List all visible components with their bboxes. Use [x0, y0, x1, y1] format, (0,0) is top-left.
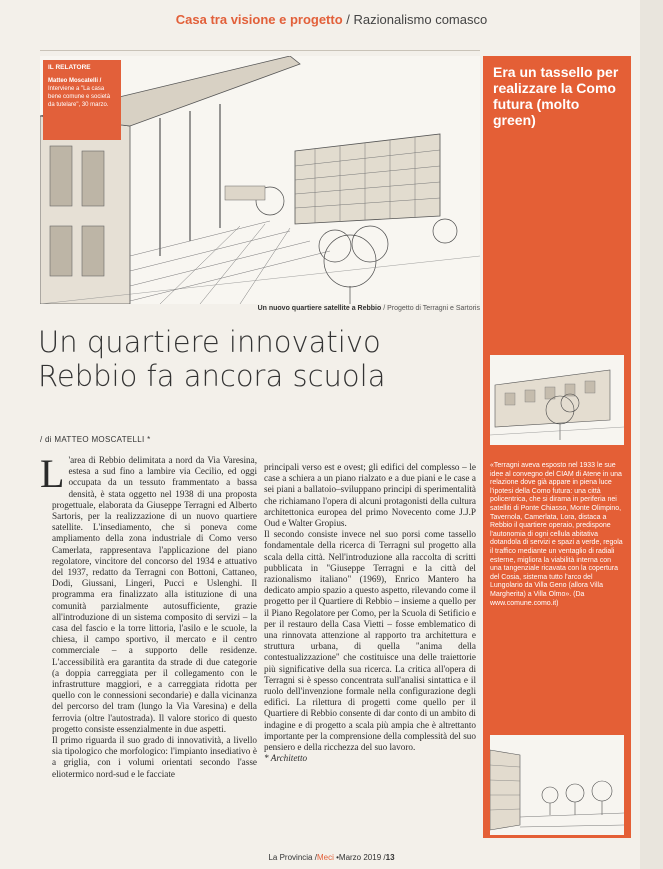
article-column-1 [40, 451, 257, 780]
article-paragraph-text: 'area di Rebbio delimitata a nord da Via Varesina, estesa a sud fino a lambire via Cecilio, ed oggi occupata da un tessuto frammentato a bassa densità, è stata oggetto nel 1938 di una proposta progettuale, elaborata da Giuseppe Terragni ed Alberto Sartoris, per la realizzazione di un nuovo quartiere satellite. L'insediamento, che si poneva come ampliamento della zona industriale di Como verso Camerlata, rappresentava l'applicazione del piano regolatore, vincitore del concorso del 1934 e attuativo del 1937, redatto da Terragni con Bottoni, Cattaneo, Dodi, Giussani, Lingeri, Pucci e Uslenghi. Il programma era finalizzato alla istituzione di una comunità parzialmente autosufficiente, grazie all'introduzione di un sistema composito di servizi – la casa del fascio e la torre littoria, l'asilo e le scuole, la chiesa, il campo sportivo, il mercato e il centro commerciale – a supporto delle residenze. L'accessibilità era garantita da strade di due categorie (a doppia carreggiata per il collegamento con le infrastrutture maggiori, e a carreggiata ridotta per quello con le connessioni secondarie) e dalla vicinanza del percorso del tram (lungo la Via Varesina) e della ferrovia (oltre l'autostrada). Il valore storico di questo progetto consiste essenzialmente in due aspetti. [52, 455, 257, 734]
footer-bullet: • [336, 853, 339, 862]
headline [38, 325, 488, 393]
newspaper-name: La Provincia [268, 853, 313, 862]
sidebar-quote: «Terragni aveva esposto nel 1933 le sue idee al convegno del CIAM di Atene in una relazione dove già appare in piena luce l'ipotesi della Como futura: una città policentrica, che si dirama in periferia nei satelliti di Ponte Chiasso, Monte Olimpino, Tavernola, Camerlata, Lora, distaca a Rebbio il quartiere operaio, predispone l'autonomia di ogni cellula abitativa dotandola di servizi e spazi a verde, regola il traffico mediante un ventaglio di radiali esterne, migliora la viabilità interna con una tangenziale ricavata con la copertura del Cosia, sistema tutto l'arco del Lungolario da Villa Geno (allora Villa Margherita) a Villa Olmo». (Da www.comune.como.it) [490, 462, 623, 607]
section-name: Casa tra visione e progetto [175, 12, 343, 27]
article-paragraph: principali verso est e ovest; gli edifici del complesso – le case a schiera a un piano rialzato e a due piani e le case a sei piani a ballatoio–sviluppano principi di sperimentalità che richiamano l'opera di alcuni protagonisti della cultura architettonica europea del primo Novecento come J.J.P Oud e Walter Gropius. [264, 462, 476, 529]
speaker-name: Matteo Moscatelli / [48, 78, 102, 84]
subsection-name: Razionalismo comasco [353, 12, 488, 27]
speaker-info: Interviene a "La casa bene comune e società da tutelare", 30 marzo. [48, 86, 111, 108]
speaker-box-title: IL RELATORE [48, 64, 91, 71]
sidebar-illustration-2 [490, 735, 624, 835]
headline-line-1: Un quartiere innovativo [38, 325, 381, 359]
footer-sep-2: / [383, 853, 386, 862]
article-column-2 [264, 462, 476, 764]
rowhouses-sketch [490, 355, 624, 445]
page-footer [0, 853, 663, 862]
dropcap: L [40, 451, 65, 496]
sidebar-box [483, 56, 631, 838]
byline: / di MATTEO MOSCATELLI * [40, 435, 151, 444]
sidebar-illustration-1 [490, 355, 624, 445]
main-caption [168, 305, 480, 312]
issue-date: Marzo 2019 [338, 853, 382, 862]
section-header [0, 12, 663, 27]
article-paragraph [40, 451, 257, 735]
speaker-box [43, 60, 121, 140]
main-caption-title: Un nuovo quartiere satellite a Rebbio [257, 305, 382, 312]
article-paragraph: Il secondo consiste invece nel suo porsi come tassello fondamentale della ricerca di Terragni sul progetto alla scala della città. Nell'introduzione alla raccolta di scritti pubblicata in "Giuseppe Terragni e la città del razionalismo italiano" (1969), Enrico Mantero ha dedicato ampio spazio a questo aspetto, rilevando come il progetto per il Quartiere di Rebbio – insieme a quello per il Piano Regolatore per Como, per la Scuola di Setificio e per il restauro della Casa Vietti – fosse emblematico di una rinnovata attenzione al rapporto tra architettura e struttura urbana, di quella "anima della contestualizzazione" che costituisce una delle traiettorie più significative della sua ricerca. La critica all'opera di Terragni si è spesso concentrata sull'analisi sintattica e il ruolo dell'invenzione formale nella configurazione degli edifici. La rilettura di progetti come quello per il Quartiere di Rebbio consente di dar conto di un ambito di indagine e di progetto a scala più ampia che è altrettanto importante per la comprensione della complessità del suo pensiero e della ricchezza del suo lavoro. [264, 529, 477, 753]
author-note: * Architetto [264, 753, 308, 764]
page-number: 13 [385, 853, 395, 862]
main-caption-credit: / Progetto di Terragni e Sartoris [383, 305, 480, 312]
page-edge [640, 0, 663, 869]
article-paragraph: Il primo riguarda il suo grado di innovatività, a livello sia tipologico che morfologico: l'impianto insediativo è a griglia, con i volumi orientati secondo l'asse eliotermico nord-sud e le facciate [52, 735, 257, 779]
supplement-name: Meci [316, 853, 334, 862]
footer-sep-1: / [314, 853, 317, 862]
section-separator: / [346, 12, 350, 27]
headline-line-2: Rebbio fa ancora scuola [38, 359, 386, 393]
street-sketch [490, 735, 624, 835]
sidebar-title: Era un tassello per realizzare la Como futura (molto green) [493, 64, 619, 128]
header-rule [40, 50, 480, 51]
